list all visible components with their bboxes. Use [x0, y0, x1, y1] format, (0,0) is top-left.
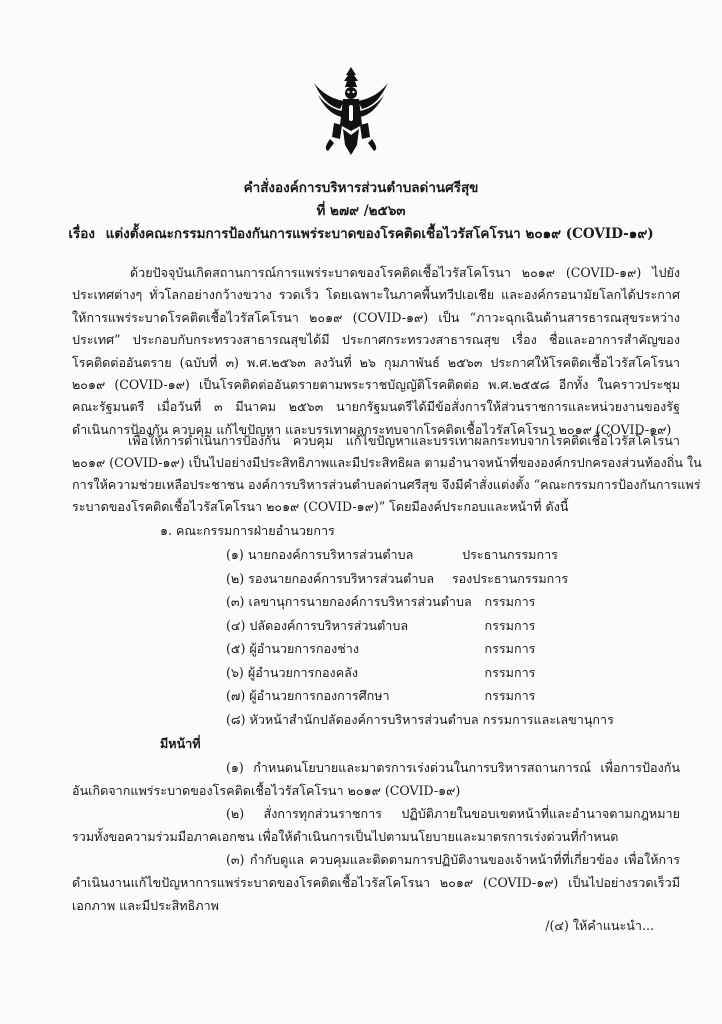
member-role: ประธานกรรมการ — [462, 547, 558, 562]
subject-text: แต่งตั้งคณะกรรมการป้องกันการแพร่ระบาดของโรคติดเชื้อไวรัสโคโรนา ๒๐๑๙ (COVID-๑๙) — [105, 226, 654, 242]
intro-line: โรคติดต่ออันตราย (ฉบับที่ ๓) พ.ศ.๒๕๖๓ ลงวันที่ ๒๖ กุมภาพันธ์ ๒๕๖๓ ประกาศให้โรคติดเชื้อไวรัสโคโรนา — [72, 354, 680, 370]
purpose-line: การให้ความช่วยเหลือประชาชน องค์การบริหารส่วนตำบลด่านศรีสุข จึงมีคำสั่งแต่งตั้ง “คณะกรรมการป้องกันการแพร่ — [72, 477, 701, 492]
member-role: กรรมการ — [484, 617, 536, 633]
member-position: (๒) รองนายกองค์การบริหารส่วนตำบล — [226, 570, 435, 586]
order-number: ที่ ๒๗๙ /๒๕๖๓ — [316, 203, 406, 219]
member-role: กรรมการ — [484, 594, 536, 609]
purpose-line: ๒๐๑๙ (COVID-๑๙) เป็นไปอย่างมีประสิทธิภาพและมีประสิทธิผล ตามอำนาจหน้าที่ขององค์กรปกครองส่วนท้องถิ่น ใน — [72, 455, 702, 470]
member-position: (๑) นายกองค์การบริหารส่วนตำบล — [226, 547, 414, 562]
continuation-note: /(๔) ให้คำแนะนำ... — [545, 918, 654, 933]
duty-line: เอกภาพ และมีประสิทธิภาพ — [72, 898, 219, 913]
duty-line: (๑) กำหนดนโยบายและมาตรการเร่งด่วนในการบริหารสถานการณ์ เพื่อการป้องกัน — [226, 760, 680, 775]
duties-heading: มีหน้าที่ — [160, 736, 201, 751]
intro-line: ด้วยปัจจุบันเกิดสถานการณ์การแพร่ระบาดของโรคติดเชื้อไวรัสโคโรนา ๒๐๑๙ (COVID-๑๙) ไปยัง — [130, 265, 680, 280]
member-position: (๗) ผู้อำนวยการกองการศึกษา — [226, 688, 390, 703]
intro-line: คณะรัฐมนตรี เมื่อวันที่ ๓ มีนาคม ๒๕๖๓ นายกรัฐมนตรีได้มีข้อสั่งการให้ส่วนราชการและหน่วยงานของรัฐ — [72, 399, 680, 415]
intro-line: ให้การแพร่ระบาดโรคติดเชื้อไวรัสโคโรนา ๒๐๑๙ (COVID-๑๙) เป็น “ภาวะฉุกเฉินด้านสารธารณสุขระหว่าง — [72, 309, 680, 325]
intro-line: ดำเนินการป้องกัน ควบคุม แก้ไขปัญหา และบรรเทาผลกระทบจากโรคติดเชื้อไวรัสโคโรนา ๒๐๑๙ (COVID-๑๙) — [72, 421, 672, 437]
duty-line: อันเกิดจากแพร่ระบาดของโรคติดเชื้อไวรัสโคโรนา ๒๐๑๙ (COVID-๑๙) — [72, 783, 461, 798]
purpose-line: เพื่อให้การดำเนินการป้องกัน ควบคุม แก้ไขปัญหาและบรรเทาผลกระทบจากโรคติดเชื้อไวรัสโคโรนา — [128, 433, 680, 448]
member-position: (๔) ปลัดองค์การบริหารส่วนตำบล — [226, 617, 409, 633]
member-position: (๖) ผู้อำนวยการกองคลัง — [226, 664, 358, 680]
member-role: รองประธานกรรมการ — [451, 570, 569, 586]
duty-line: (๒) สั่งการทุกส่วนราชการ ปฏิบัติภายในขอบเขตหน้าที่และอำนาจตามกฎหมาย — [226, 806, 680, 821]
member-position: (๘) หัวหน้าสำนักปลัดองค์การบริหารส่วนตำบล กรรมการและเลขานุการ — [226, 711, 614, 727]
subject-label: เรื่อง — [68, 226, 95, 242]
intro-line: ประเทศ” ประกอบกับกระทรวงสาธารณสุขได้มี ประกาศกระทรวงสาธารณสุข เรื่อง ชื่อและอาการสำคัญของ — [72, 332, 680, 348]
member-role: กรรมการ — [484, 688, 536, 703]
duty-line: รวมทั้งขอความร่วมมือภาคเอกชน เพื่อให้ดำเนินการเป็นไปตามนโยบายและมาตรการเร่งด่วนที่กำหนด — [72, 829, 619, 844]
duty-line: (๓) กำกับดูแล ควบคุมและติดตามการปฏิบัติงานของเจ้าหน้าที่ที่เกี่ยวข้อง เพื่อให้การ — [226, 852, 680, 867]
member-position: (๓) เลขานุการนายกองค์การบริหารส่วนตำบล — [226, 594, 472, 609]
committee-heading: ๑. คณะกรรมการฝ่ายอำนวยการ — [160, 523, 335, 538]
member-role: กรรมการ — [484, 664, 536, 680]
garuda-emblem-icon — [310, 65, 392, 157]
purpose-line: ระบาดของโรคติดเชื้อไวรัสโคโรนา ๒๐๑๙ (COVID-๑๙)” โดยมีองค์ประกอบและหน้าที่ ดังนี้ — [72, 499, 569, 514]
member-position: (๕) ผู้อำนวยการกองช่าง — [226, 641, 360, 656]
order-title: คำสั่งองค์การบริหารส่วนตำบลด่านศรีสุข — [243, 180, 479, 196]
duty-line: ดำเนินงานแก้ไขปัญหาการแพร่ระบาดของโรคติดเชื้อไวรัสโคโรนา ๒๐๑๙ (COVID-๑๙) เป็นไปอย่างรวดเร็วมี — [72, 875, 680, 890]
intro-line: ๒๐๑๙ (COVID-๑๙) เป็นโรคติดต่ออันตรายตามพระราชบัญญัติโรคติดต่อ พ.ศ.๒๕๕๘ อีกทั้ง ในคราวประชุม — [72, 377, 680, 392]
member-role: กรรมการ — [484, 641, 536, 656]
order-subject — [0, 222, 722, 244]
intro-line: ประเทศต่างๆ ทั่วโลกอย่างกว้างขวาง รวดเร็ว โดยเฉพาะในภาคพื้นทวีปเอเชีย และองค์กรอนามัยโลกได้ประกาศ — [72, 287, 680, 303]
